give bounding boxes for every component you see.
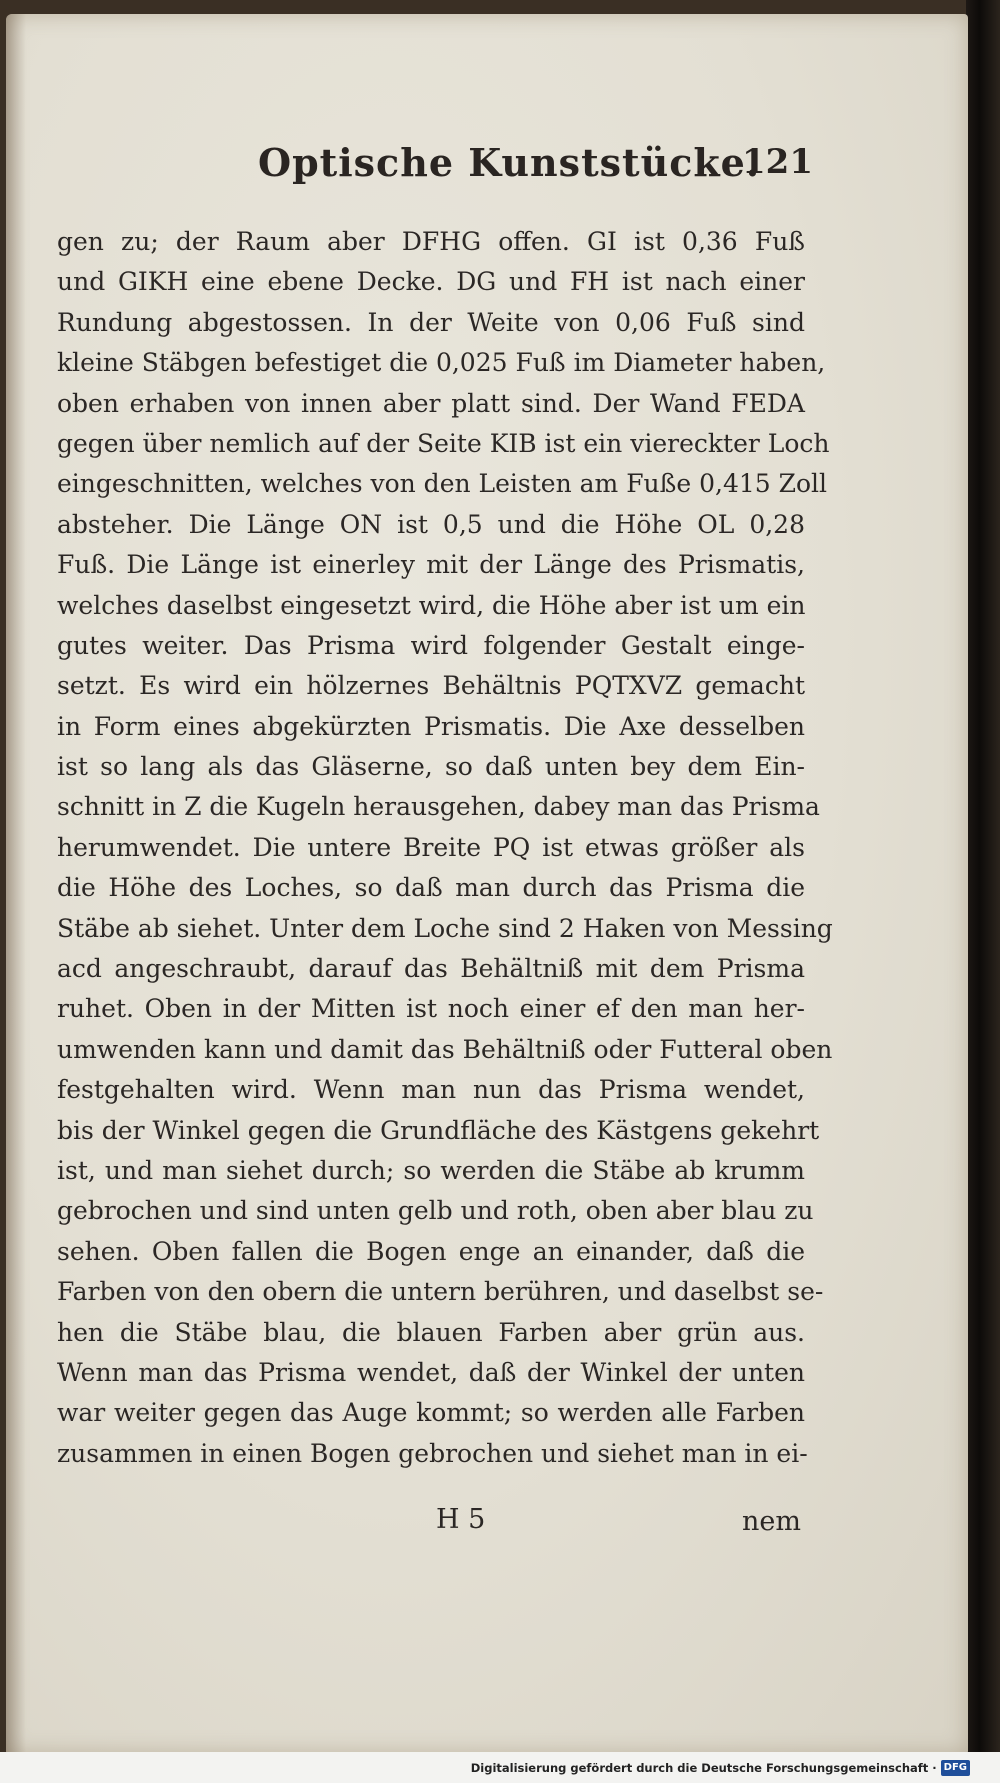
- catchword: nem: [742, 1506, 801, 1537]
- text-line: oben erhaben von innen aber platt sind. Der Wand FEDA: [57, 388, 805, 418]
- text-line: Fuß. Die Länge ist einerley mit der Länge des Prismatis,: [57, 550, 805, 580]
- text-line: gutes weiter. Das Prisma wird folgender Gestalt einge-: [57, 630, 805, 660]
- text-line: Farben von den obern die untern berühren, und daselbst se-: [57, 1277, 824, 1307]
- page-number: 121: [742, 142, 813, 182]
- text-line: schnitt in Z die Kugeln herausgehen, dabey man das Prisma: [57, 792, 820, 822]
- text-line: acd angeschraubt, darauf das Behältniß mit dem Prisma: [57, 954, 805, 984]
- text-line: gen zu; der Raum aber DFHG offen. GI ist 0,36 Fuß: [57, 227, 805, 256]
- page-gutter-shadow: [6, 14, 26, 1754]
- text-line: und GIKH eine ebene Decke. DG und FH ist nach einer: [57, 267, 805, 297]
- text-line: bis der Winkel gegen die Grundfläche des Kästgens gekehrt: [57, 1115, 820, 1145]
- body-text: [57, 222, 833, 1474]
- text-line: zusammen in einen Bogen gebrochen und siehet man in ei-: [57, 1438, 808, 1468]
- text-line: umwenden kann und damit das Behältniß oder Futteral oben: [57, 1034, 833, 1064]
- text-line: ruhet. Oben in der Mitten ist noch einer ef den man her-: [57, 994, 805, 1024]
- text-line: die Höhe des Loches, so daß man durch das Prisma die: [57, 873, 805, 903]
- text-line: setzt. Es wird ein hölzernes Behältnis PQTXVZ gemacht: [57, 671, 805, 701]
- running-title: Optische Kunststücke.: [258, 140, 761, 185]
- digitization-credit: [471, 1756, 970, 1780]
- text-line: Wenn man das Prisma wendet, daß der Winkel der unten: [57, 1357, 805, 1387]
- credit-text: Digitalisierung gefördert durch die Deutsche Forschungsgemeinschaft ·: [470, 1761, 937, 1775]
- page-footer: [0, 1504, 1000, 1544]
- text-line: ist so lang als das Gläserne, so daß unten bey dem Ein-: [57, 752, 805, 782]
- page-header: [0, 138, 1000, 198]
- text-line: gebrochen und sind unten gelb und roth, oben aber blau zu: [57, 1196, 814, 1226]
- text-line: war weiter gegen das Auge kommt; so werden alle Farben: [57, 1398, 805, 1428]
- text-line: absteher. Die Länge ON ist 0,5 und die Höhe OL 0,28: [57, 509, 805, 539]
- text-line: hen die Stäbe blau, die blauen Farben aber grün aus.: [57, 1317, 805, 1347]
- text-line: kleine Stäbgen befestiget die 0,025 Fuß im Diameter haben,: [57, 348, 826, 378]
- text-line: ist, und man siehet durch; so werden die Stäbe ab krumm: [57, 1155, 805, 1185]
- text-line: festgehalten wird. Wenn man nun das Prisma wendet,: [57, 1075, 805, 1105]
- text-line: welches daselbst eingesetzt wird, die Höhe aber ist um ein: [57, 590, 806, 620]
- text-line: in Form eines abgekürzten Prismatis. Die Axe desselben: [57, 711, 805, 741]
- text-line: herumwendet. Die untere Breite PQ ist etwas größer als: [57, 832, 805, 862]
- text-line: Rundung abgestossen. In der Weite von 0,06 Fuß sind: [57, 307, 805, 337]
- text-line: gegen über nemlich auf der Seite KIB ist ein viereckter Loch: [57, 428, 830, 458]
- text-line: Stäbe ab siehet. Unter dem Loche sind 2 Haken von Messing: [57, 913, 833, 943]
- dfg-logo: DFG: [941, 1760, 970, 1776]
- text-line: sehen. Oben fallen die Bogen enge an einander, daß die: [57, 1236, 805, 1266]
- text-line: eingeschnitten, welches von den Leisten am Fuße 0,415 Zoll: [57, 469, 828, 499]
- signature-mark: H 5: [436, 1504, 486, 1535]
